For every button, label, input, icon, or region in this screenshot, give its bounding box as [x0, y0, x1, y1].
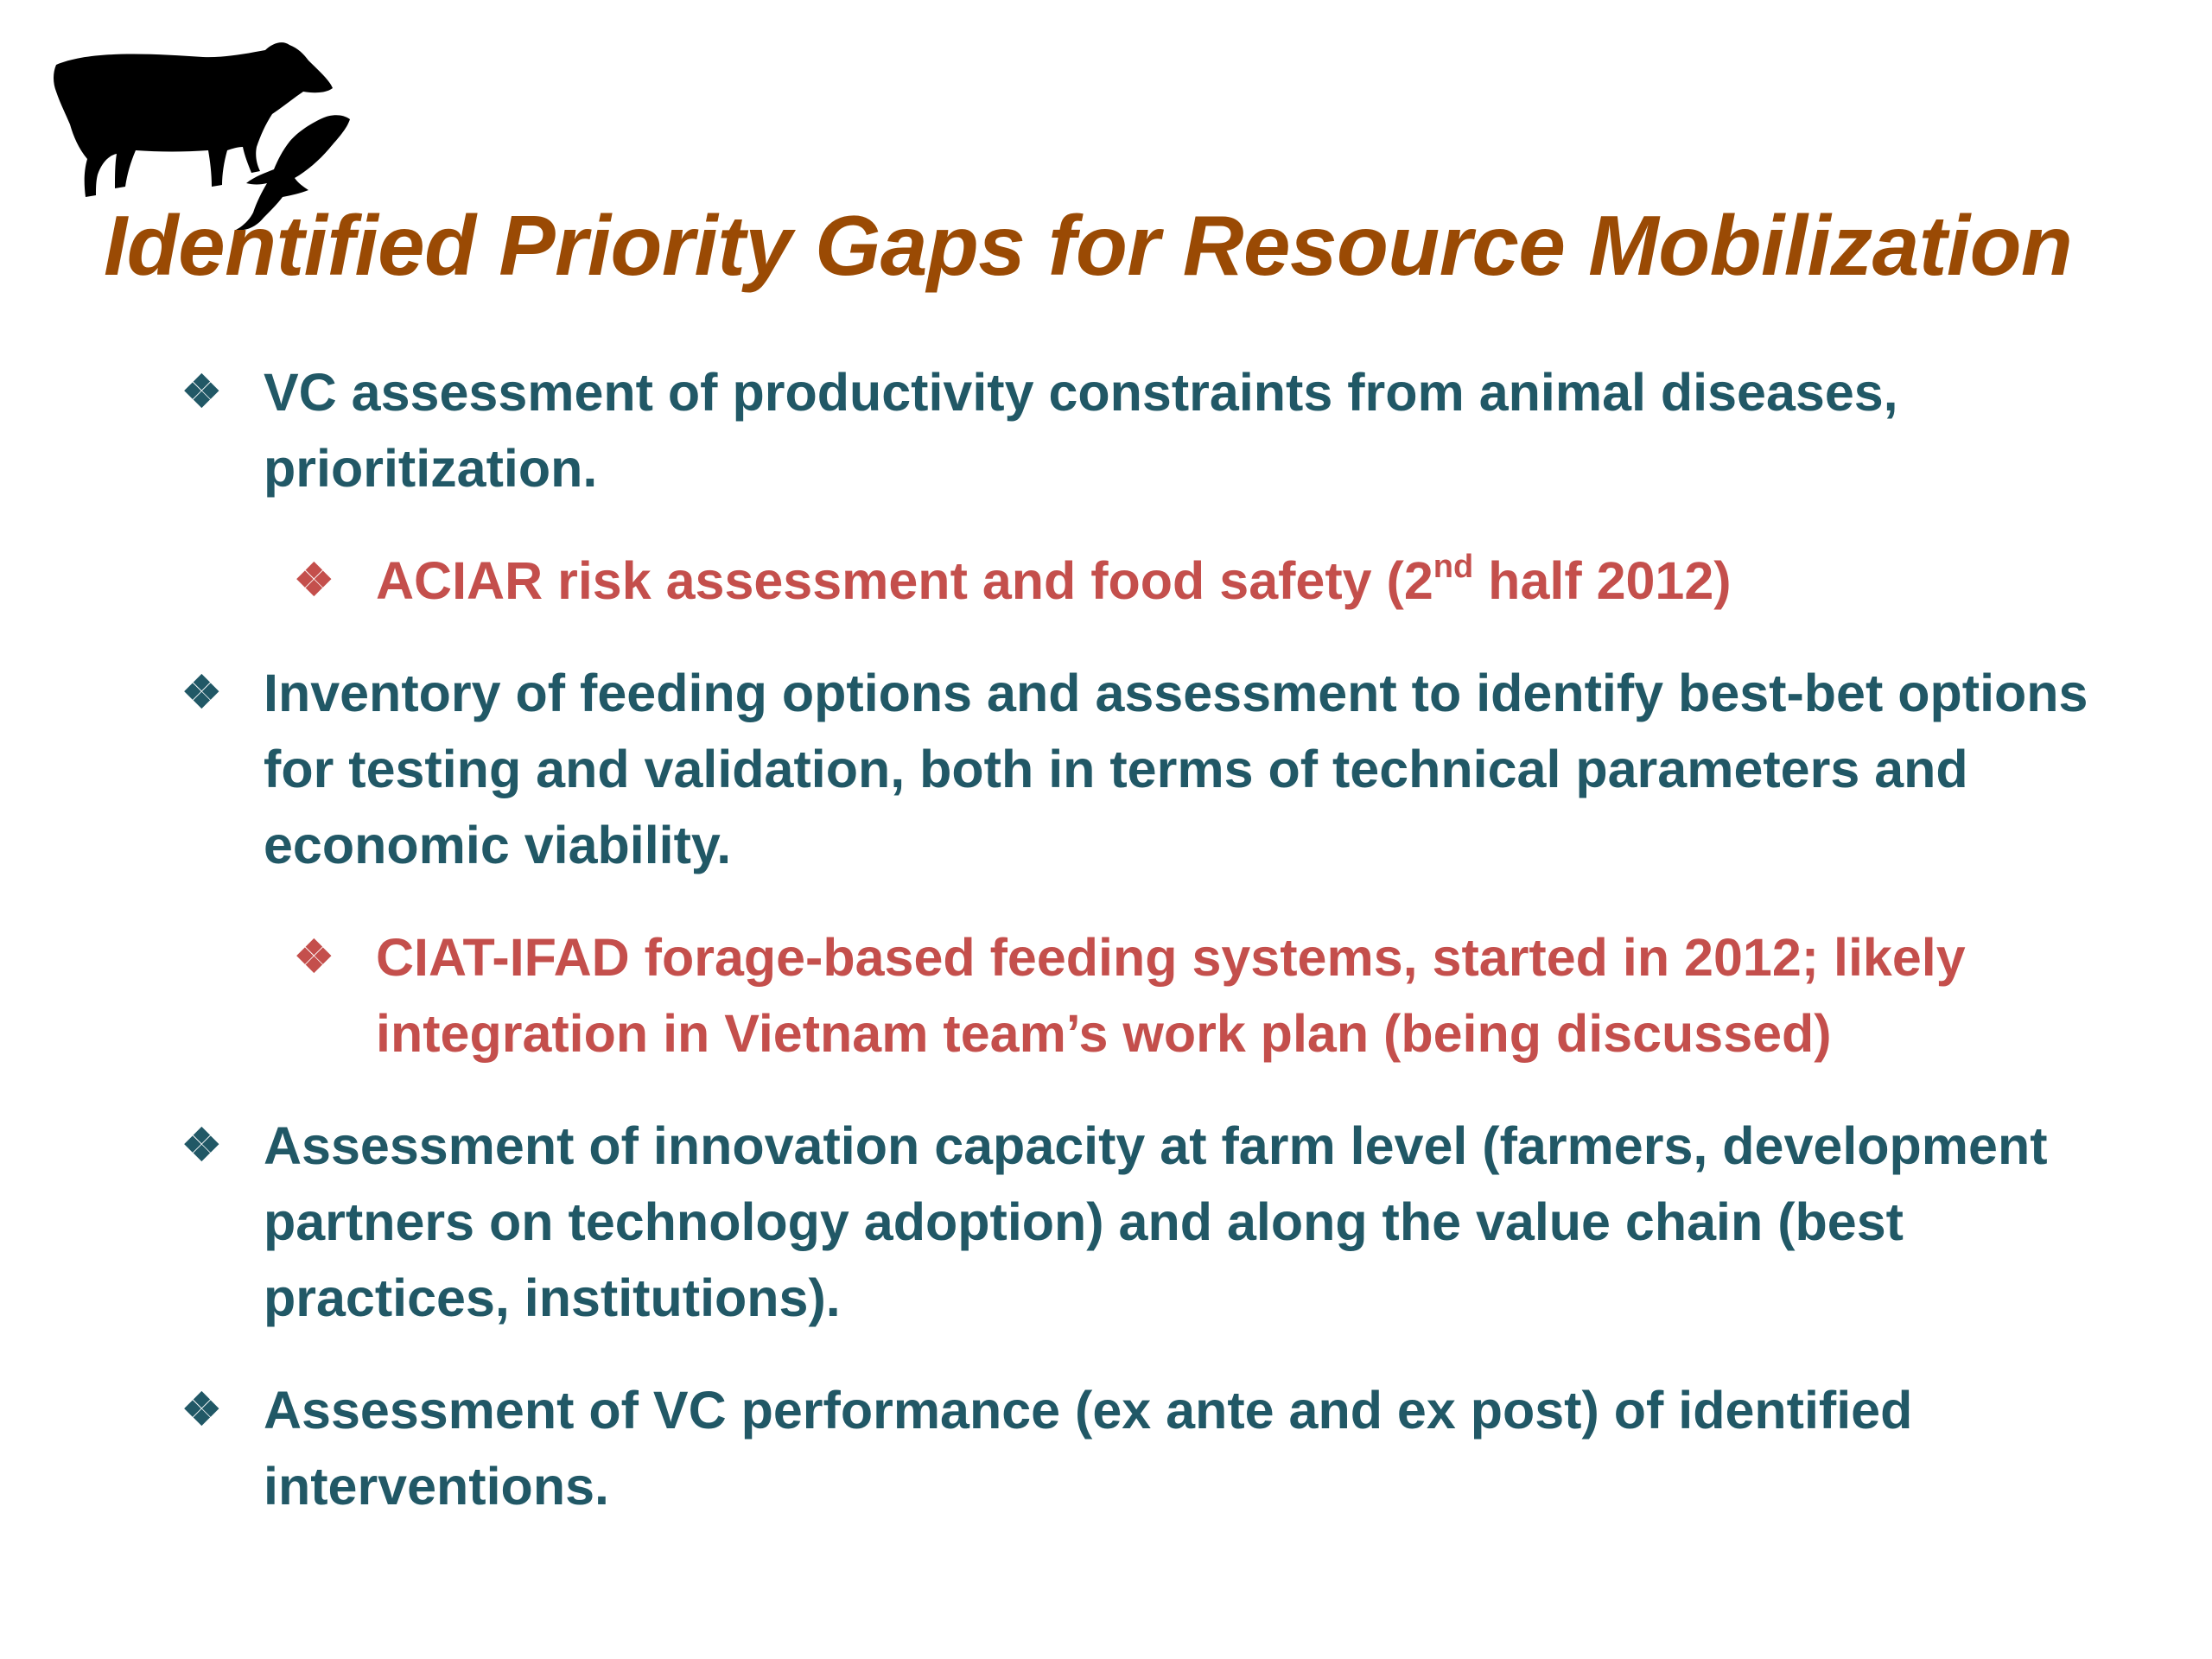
list-item-text: VC assessment of productivity constraints from animal diseases, prioritization. [264, 363, 1898, 498]
bullet-diamond-icon: ❖ [181, 367, 222, 417]
list-item [181, 354, 2126, 506]
list-item [181, 919, 2126, 1071]
bullet-list [181, 354, 2126, 1524]
bullet-diamond-icon: ❖ [181, 1385, 222, 1435]
list-item [181, 543, 2126, 619]
list-item-text: Inventory of feeding options and assessment to identify best-bet options for testing and validation, both in terms of technical parameters and economic viability. [264, 664, 2088, 874]
list-item-text: CIAT-IFAD forage-based feeding systems, started in 2012; likely integration in Vietnam team’s work plan (being discussed) [376, 928, 1966, 1063]
list-item-text: Assessment of innovation capacity at farm level (farmers, development partners on technology adoption) and along the value chain (best practices, institutions). [264, 1116, 2048, 1327]
text-part: ACIAR risk assessment and food safety (2 [376, 551, 1433, 610]
text-part: half 2012) [1473, 551, 1732, 610]
superscript: nd [1433, 548, 1474, 585]
list-item [181, 1372, 2126, 1524]
list-item [181, 655, 2126, 883]
list-item [181, 1108, 2126, 1336]
bullet-diamond-icon: ❖ [181, 1121, 222, 1171]
list-item-text: Assessment of VC performance (ex ante and ex post) of identified interventions. [264, 1381, 1913, 1516]
bullet-diamond-icon: ❖ [294, 932, 334, 982]
bullet-diamond-icon: ❖ [181, 668, 222, 718]
bullet-diamond-icon: ❖ [294, 556, 334, 606]
slide-title: Identified Priority Gaps for Resource Mobilization [104, 198, 2073, 293]
list-item-text [376, 543, 2126, 619]
